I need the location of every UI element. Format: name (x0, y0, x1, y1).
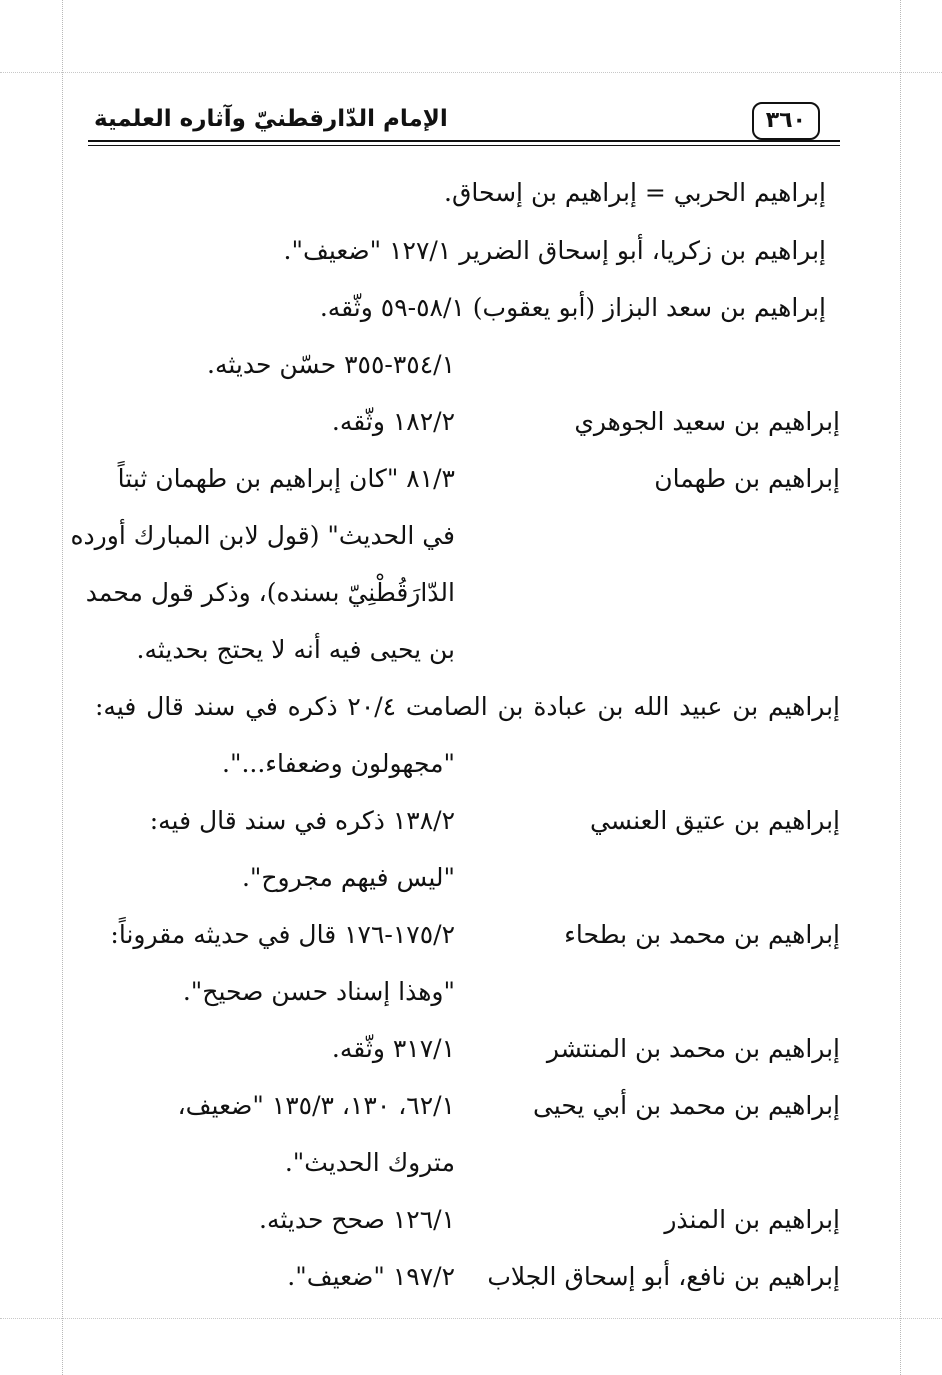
entry-name: إبراهيم بن محمد بن المنتشر (546, 1034, 840, 1063)
entry-text: إبراهيم بن عبيد الله بن عبادة بن الصامت ٢٠/٤ ذكره في سند قال فيه: (95, 692, 840, 721)
entry-name: إبراهيم بن طهمان (654, 464, 840, 493)
entry-name: إبراهيم بن محمد بن أبي يحيى (532, 1091, 840, 1120)
entry-detail: "مجهولون وضعفاء...". (222, 749, 455, 778)
entry-detail: في الحديث" (قول لابن المبارك أورده (70, 521, 455, 550)
entry-detail: ١٨٢/٢ وثّقه. (331, 407, 455, 436)
entry-detail: ١٢٦/١ صحح حديثه. (259, 1205, 455, 1234)
index-line (284, 236, 827, 265)
index-line (444, 178, 826, 207)
entry-detail: ٣٥٤/١-٣٥٥ حسّن حديثه. (207, 350, 455, 379)
entry-detail: ١٣٨/٢ ذكره في سند قال فيه: (149, 806, 455, 835)
page-number: ٣٦٠ (752, 102, 820, 140)
entry-detail: ٦٢/١، ١٣٠، ١٣٥/٣ "ضعيف، (177, 1091, 455, 1120)
scan-guide-line (62, 0, 63, 1375)
entry-detail: بن يحيى فيه أنه لا يحتج بحديثه. (136, 635, 455, 664)
entry-detail: ٣١٧/١ وثّقه. (331, 1034, 455, 1063)
entry-detail: "ليس فيهم مجروح". (241, 863, 455, 892)
header-rule (88, 140, 840, 142)
entry-detail: الدّارَقُطْنِيّ بسنده)، وذكر قول محمد (85, 578, 455, 607)
entry-detail: "وهذا إسناد حسن صحيح". (182, 977, 455, 1006)
entry-detail: ٨١/٣ "كان إبراهيم بن طهمان ثبتاً (117, 464, 455, 493)
header-rule-thin (88, 145, 840, 146)
entry-name: إبراهيم بن محمد بن بطحاء (564, 920, 840, 949)
scan-guide-line (900, 0, 901, 1375)
running-title: الإمام الدّارقطنيّ وآثاره العلمية (94, 106, 448, 132)
entry-name: إبراهيم بن عتيق العنسي (590, 806, 840, 835)
entry-detail: متروك الحديث". (284, 1148, 455, 1177)
entry-name: إبراهيم بن نافع، أبو إسحاق الجلاب (487, 1262, 840, 1291)
entry-detail: ١٩٧/٢ "ضعيف". (287, 1262, 455, 1291)
scan-guide-line (0, 72, 942, 73)
entry-name: إبراهيم بن المنذر (664, 1205, 840, 1234)
scan-guide-line (0, 1318, 942, 1319)
entry-name: إبراهيم بن سعيد الجوهري (574, 407, 840, 436)
entry-detail: ١٧٥/٢-١٧٦ قال في حديثه مقروناً: (110, 920, 455, 949)
entry-text: إبراهيم بن زكريا، أبو إسحاق الضرير ١٢٧/١ "ضعيف". (283, 236, 826, 265)
entry-text: إبراهيم الحربي = إبراهيم بن إسحاق. (444, 178, 826, 207)
entry-text: إبراهيم بن سعد البزاز (أبو يعقوب) ٥٨/١-٥٩ وثّقه. (319, 293, 826, 322)
index-line (320, 293, 826, 322)
